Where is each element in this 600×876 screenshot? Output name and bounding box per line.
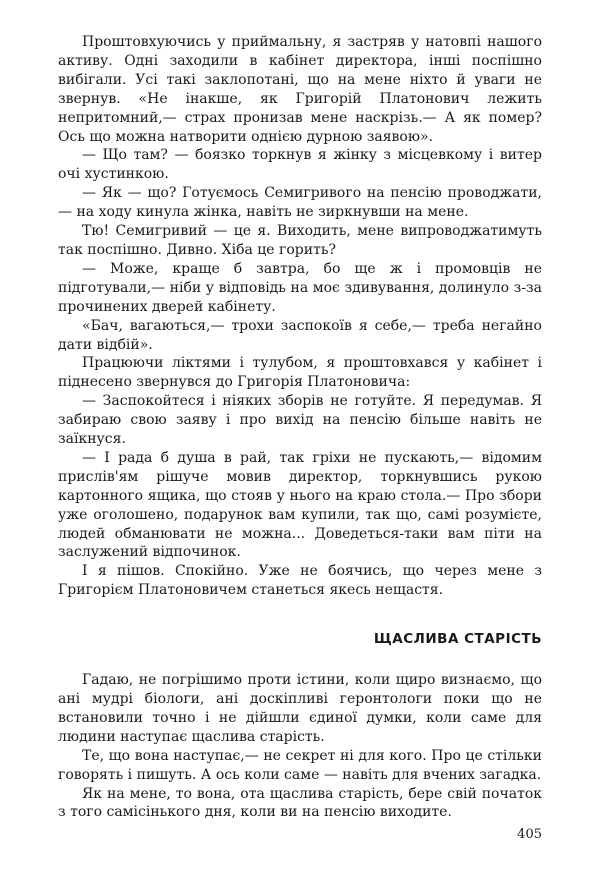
paragraph: Проштовхуючись у приймальну, я застряв у натовпі нашого активу. Одні заходили в кабінет директора, інші поспішно вибігали. Усі такі заклопотані, що на мене ніхто й уваги не звернув. «Не інакше, як Григорій Платонович лежить непритомний,— страх пронизав мене наскрізь.— А як помер? Ось що можна натворити однією дурною заявою». <box>58 34 542 145</box>
paragraph: Працюючи ліктями і тулубом, я проштовхався у кабінет і піднесено звернувся до Григорія Платоновича: <box>58 355 542 391</box>
page-number: 405 <box>517 827 542 842</box>
paragraph: — Як — що? Готуємось Семигривого на пенсію проводжати,— на ходу кинула жінка, навіть не зиркнувши на мене. <box>58 185 542 221</box>
text-column <box>58 33 542 822</box>
paragraph: — І рада б душа в рай, так гріхи не пускають,— відомим прислів'ям рішуче мовив директор, торкнувшись рукою картонного ящика, що стояв у нього на краю стола.— Про збори уже оголошено, подарунок вам купили, так що, самі розумієте, людей обманювати не можна... Доведеться-таки вам піти на заслужений відпочинок. <box>58 449 542 561</box>
section-title: ЩАСЛИВА СТАРІСТЬ <box>373 631 542 648</box>
paragraph: «Бач, вагаються,— трохи заспокоїв я себе,— треба негайно дати відбій». <box>58 317 542 353</box>
paragraph: — Що там? — боязко торкнув я жінку з місцевкому і витер очі хустинкою. <box>58 147 542 183</box>
paragraph: Як на мене, то вона, ота щаслива старість, бере свій початок з того самісінького дня, коли ви на пенсію виходите. <box>58 785 542 821</box>
paragraph: Гадаю, не погрішимо проти істини, коли щиро визнаємо, що ані мудрі біологи, ані доскіпливі геронтологи поки що не встановили точно і не дійшли єдиної думки, коли саме для людини наступає щаслива старість. <box>58 672 542 745</box>
paragraph: І я пішов. Спокійно. Уже не боячись, що через мене з Григорієм Платоновичем станеться якесь нещастя. <box>58 563 542 599</box>
paragraph: Тю! Семигривий — це я. Виходить, мене випроводжатимуть так поспішно. Дивно. Хіба це горить? <box>58 223 542 258</box>
paragraph: Те, що вона наступає,— не секрет ні для кого. Про це стільки говорять і пишуть. А ось коли саме — навіть для вчених загадка. <box>58 747 542 783</box>
paragraph: — Заспокойтеся і ніяких зборів не готуйте. Я передумав. Я забираю свою заяву і про вихід на пенсію більше навіть не заїкнуся. <box>58 393 542 448</box>
paragraph: — Може, краще б завтра, бо ще ж і промовців не підготували,— ніби у відповідь на моє здивування, долинуло з-за прочинених дверей кабінету. <box>58 260 542 315</box>
